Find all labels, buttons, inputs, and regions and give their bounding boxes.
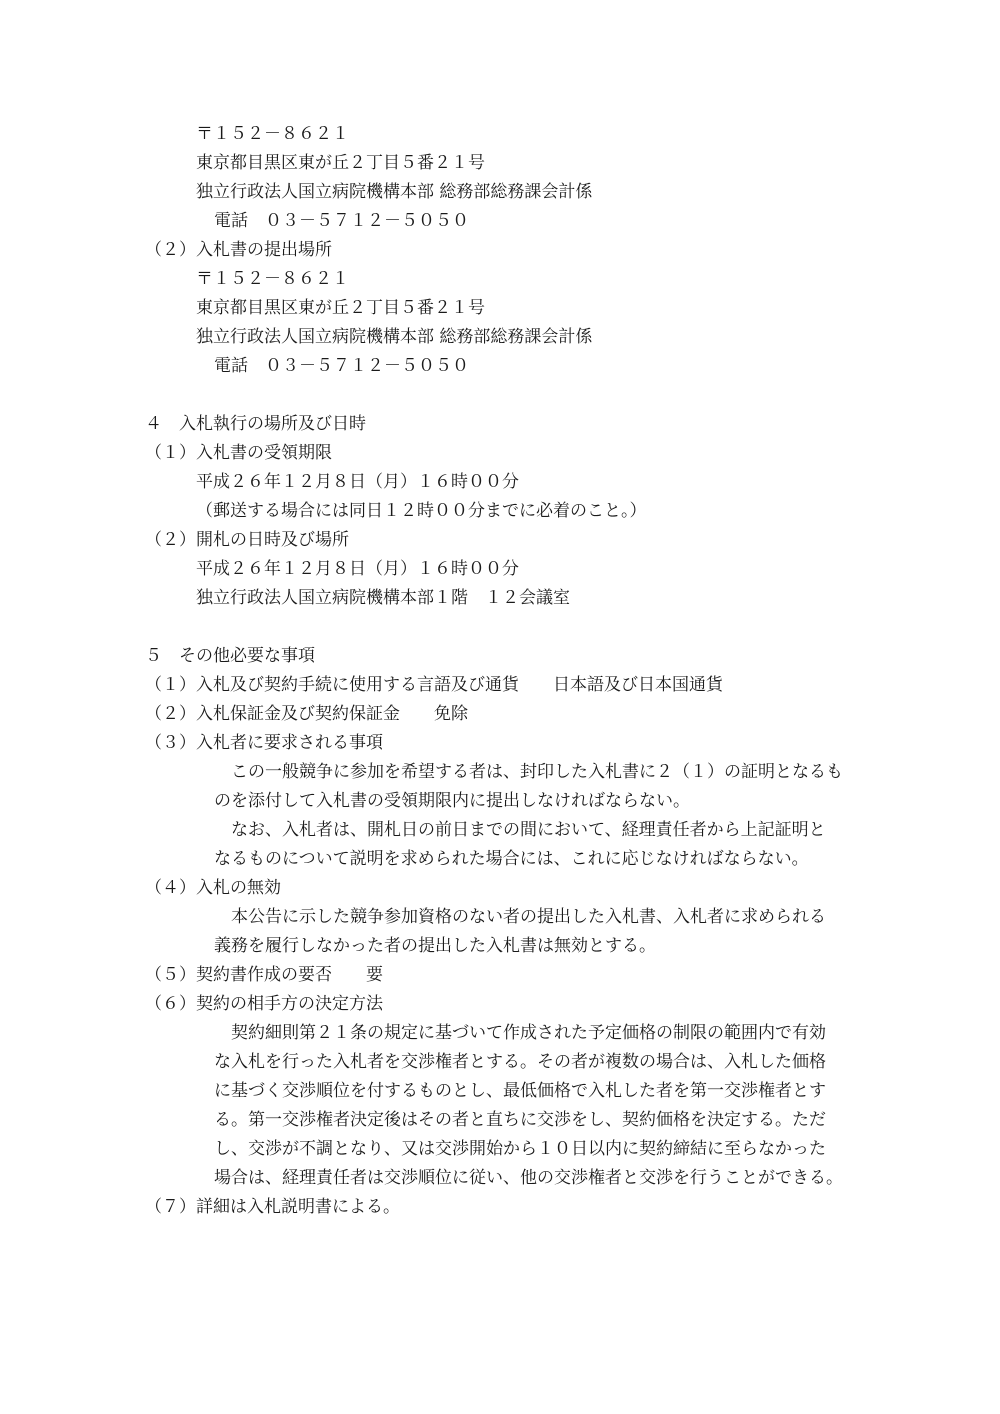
submit-place-heading: （２）入札書の提出場所	[145, 240, 332, 260]
section5-heading: ５ その他必要な事項	[145, 646, 315, 666]
submit-postal-code: 〒１５２－８６２１	[196, 269, 349, 289]
section5-item3-paragraph1-line1: この一般競争に参加を希望する者は、封印した入札書に２（１）の証明となるも	[231, 762, 843, 782]
section5-item6-line1: 契約細則第２１条の規定に基づいて作成された予定価格の制限の範囲内で有効	[231, 1023, 826, 1043]
section4-item2-place: 独立行政法人国立病院機構本部１階 １２会議室	[196, 588, 570, 608]
section5-item3-paragraph2-line1: なお、入札者は、開札日の前日までの間において、経理責任者から上記証明と	[231, 820, 826, 840]
section5-item1: （１）入札及び契約手続に使用する言語及び通貨 日本語及び日本国通貨	[145, 675, 723, 695]
section4-item2-date: 平成２６年１２月８日（月）１６時００分	[196, 559, 519, 579]
section5-item2: （２）入札保証金及び契約保証金 免除	[145, 704, 468, 724]
address: 東京都目黒区東が丘２丁目５番２１号	[196, 153, 485, 173]
section5-item7: （７）詳細は入札説明書による。	[145, 1197, 400, 1217]
organization: 独立行政法人国立病院機構本部 総務部総務課会計係	[196, 182, 593, 202]
section5-item3-heading: （３）入札者に要求される事項	[145, 733, 383, 753]
section4-item2-heading: （２）開札の日時及び場所	[145, 530, 349, 550]
section5-item3-paragraph2-line2: なるものについて説明を求められた場合には、これに応じなければならない。	[214, 849, 809, 869]
section5-item5: （５）契約書作成の要否 要	[145, 965, 383, 985]
section5-item3-paragraph1-line2: のを添付して入札書の受領期限内に提出しなければならない。	[214, 791, 690, 811]
phone: 電話 ０３－５７１２－５０５０	[214, 211, 469, 231]
section5-item6-line3: に基づく交渉順位を付するものとし、最低価格で入札した者を第一交渉権者とす	[214, 1081, 826, 1101]
section5-item6-line6: 場合は、経理責任者は交渉順位に従い、他の交渉権者と交渉を行うことができる。	[214, 1168, 843, 1188]
postal-code: 〒１５２－８６２１	[196, 124, 349, 144]
section5-item4-line2: 義務を履行しなかった者の提出した入札書は無効とする。	[214, 936, 656, 956]
section4-item1-date: 平成２６年１２月８日（月）１６時００分	[196, 472, 519, 492]
section5-item6-heading: （６）契約の相手方の決定方法	[145, 994, 383, 1014]
submit-phone: 電話 ０３－５７１２－５０５０	[214, 356, 469, 376]
section5-item6-line2: な入札を行った入札者を交渉権者とする。その者が複数の場合は、入札した価格	[214, 1052, 826, 1072]
section4-item1-note: （郵送する場合には同日１２時００分までに必着のこと。）	[196, 501, 647, 521]
section5-item6-line4: る。第一交渉権者決定後はその者と直ちに交渉をし、契約価格を決定する。ただ	[214, 1110, 826, 1130]
section5-item6-line5: し、交渉が不調となり、又は交渉開始から１０日以内に契約締結に至らなかった	[214, 1139, 826, 1159]
submit-address: 東京都目黒区東が丘２丁目５番２１号	[196, 298, 485, 318]
section4-heading: ４ 入札執行の場所及び日時	[145, 414, 366, 434]
submit-organization: 独立行政法人国立病院機構本部 総務部総務課会計係	[196, 327, 593, 347]
section5-item4-heading: （４）入札の無効	[145, 878, 281, 898]
section4-item1-heading: （１）入札書の受領期限	[145, 443, 332, 463]
section5-item4-line1: 本公告に示した競争参加資格のない者の提出した入札書、入札者に求められる	[231, 907, 826, 927]
